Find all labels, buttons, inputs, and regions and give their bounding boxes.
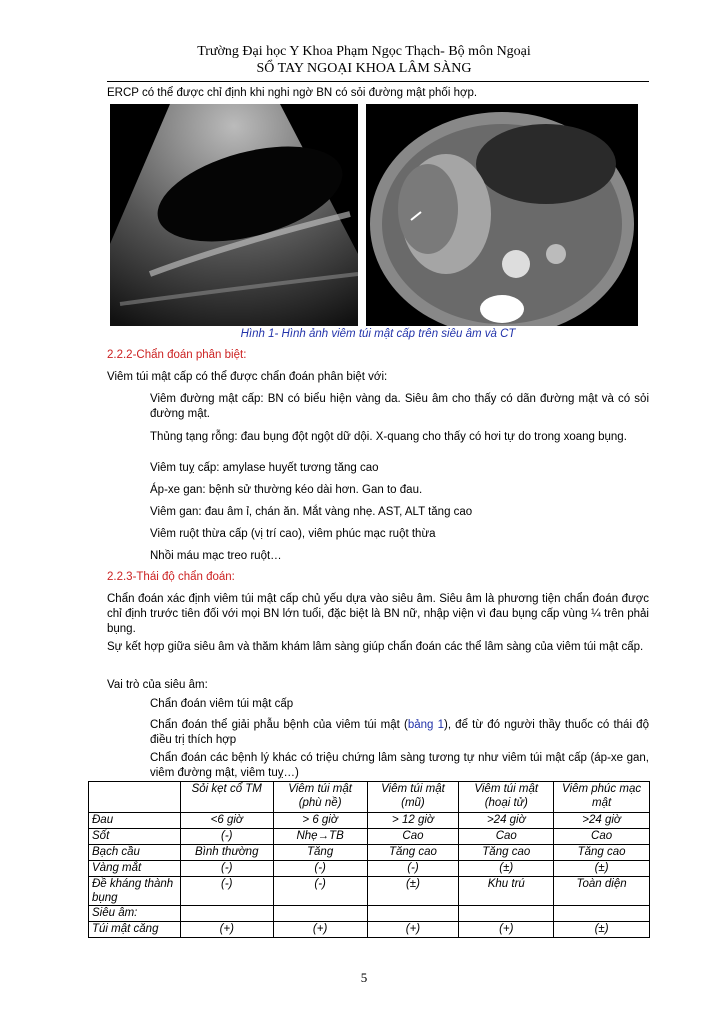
table-cell: Đề kháng thành bụng xyxy=(89,877,181,906)
table-cell: Cao xyxy=(554,829,650,845)
table-cell: (+) xyxy=(459,922,554,938)
ultrasound-image xyxy=(110,104,358,326)
page-number: 5 xyxy=(360,970,368,985)
table-cell: (±) xyxy=(459,861,554,877)
table-cell: Tăng xyxy=(273,845,367,861)
diff-item-2: Thủng tạng rỗng: đau bụng đột ngột dữ dội. X-quang cho thấy có hơi tự do trong xoang bụng. xyxy=(150,431,627,443)
diff-item-5: Viêm gan: đau âm ỉ, chán ăn. Mắt vàng nhẹ. AST, ALT tăng cao xyxy=(150,506,473,518)
table-cell: Cao xyxy=(367,829,459,845)
diff-item-3: Viêm tuỵ cấp: amylase huyết tương tăng cao xyxy=(150,462,379,474)
table-cell: Đau xyxy=(89,813,181,829)
table-row xyxy=(89,829,650,845)
table-cell: Nhẹ→TB xyxy=(273,829,367,845)
table-row xyxy=(89,861,650,877)
diff-item-6: Viêm ruột thừa cấp (vị trí cao), viêm phúc mạc ruột thừa xyxy=(150,528,436,540)
role2-text-end: ), để từ đó người thầy thuốc có thái độ điều trị thích hợp xyxy=(150,719,649,746)
table-cell xyxy=(367,906,459,922)
ultrasound-role-1: Chẩn đoán viêm túi mật cấp xyxy=(150,698,294,710)
section-2-2-3-para2: Sự kết hợp giữa siêu âm và thăm khám lâm sàng giúp chẩn đoán các thể lâm sàng của viêm túi mật cấp. xyxy=(107,641,644,653)
table-cell: Bạch cầu xyxy=(89,845,181,861)
table-1-link[interactable]: bảng 1 xyxy=(407,719,444,731)
table-cell: > 6 giờ xyxy=(273,813,367,829)
table-cell: (+) xyxy=(367,922,459,938)
table-header-cell: Viêm túi mật (mũ) xyxy=(367,782,459,813)
section-heading-2-2-3: 2.2.3-Thái độ chẩn đoán: xyxy=(107,571,235,583)
table-cell: Túi mật căng xyxy=(89,922,181,938)
table-cell: Vàng mắt xyxy=(89,861,181,877)
section-heading-2-2-2: 2.2.2-Chẩn đoán phân biệt: xyxy=(107,349,247,361)
header-divider xyxy=(107,81,649,82)
table-cell: Khu trú xyxy=(459,877,554,906)
table-cell: (+) xyxy=(273,922,367,938)
table-row xyxy=(89,906,650,922)
table-row xyxy=(89,877,650,906)
table-row xyxy=(89,813,650,829)
table-cell xyxy=(554,906,650,922)
table-cell: >24 giờ xyxy=(554,813,650,829)
table-cell: (-) xyxy=(180,877,273,906)
table-cell: (-) xyxy=(273,861,367,877)
figure-caption: Hình 1- Hình ảnh viêm túi mật cấp trên siêu âm và CT xyxy=(240,328,516,340)
table-header-cell: Viêm túi mật (hoại tử) xyxy=(459,782,554,813)
document-header-line2: SỔ TAY NGOẠI KHOA LÂM SÀNG xyxy=(256,61,472,76)
diff-item-1: Viêm đường mật cấp: BN có biểu hiện vàng da. Siêu âm cho thấy có dãn đường mật và có sỏi đường mật. xyxy=(150,393,649,420)
table-cell: Tăng cao xyxy=(554,845,650,861)
table-cell: (+) xyxy=(180,922,273,938)
ct-scan-image xyxy=(366,104,638,326)
role2-text-start: Chẩn đoán thể giải phẫu bệnh của viêm túi mật ( xyxy=(150,719,408,731)
table-cell: Tăng cao xyxy=(367,845,459,861)
table-cell: (-) xyxy=(180,861,273,877)
table-row xyxy=(89,845,650,861)
table-cell: (-) xyxy=(180,829,273,845)
table-header-cell: Sỏi kẹt cổ TM xyxy=(180,782,273,813)
table-cell xyxy=(459,906,554,922)
table-cell: > 12 giờ xyxy=(367,813,459,829)
table-cell xyxy=(273,906,367,922)
table-header-cell: Viêm phúc mạc mật xyxy=(554,782,650,813)
table-cell: >24 giờ xyxy=(459,813,554,829)
table-cell: (±) xyxy=(554,861,650,877)
diff-item-4: Áp-xe gan: bệnh sử thường kéo dài hơn. Gan to đau. xyxy=(150,484,423,496)
table-cell: (-) xyxy=(367,861,459,877)
table-row xyxy=(89,922,650,938)
table-cell: (±) xyxy=(367,877,459,906)
table-cell: (±) xyxy=(554,922,650,938)
table-cell: (-) xyxy=(273,877,367,906)
section-2-2-3-para1: Chẩn đoán xác định viêm túi mật cấp chủ yếu dựa vào siêu âm. Siêu âm là phương tiện chẩn đoán được chỉ định trước tiên đối với mọi BN lớn tuổi, đặc biệt là BN nữ, nhập viện vì đau bụng cấp vùng ¼ trên phải bụng. xyxy=(107,593,649,635)
table-header-row xyxy=(89,782,650,813)
table-header-cell xyxy=(89,782,181,813)
table-header-cell: Viêm túi mật (phù nề) xyxy=(273,782,367,813)
table-cell: <6 giờ xyxy=(180,813,273,829)
ultrasound-role-3: Chẩn đoán các bệnh lý khác có triệu chứng lâm sàng tương tự như viêm túi mật cấp (áp-xe gan, viêm đường mật, viêm tuỵ…) xyxy=(150,752,649,779)
document-header-line1: Trường Đại học Y Khoa Phạm Ngọc Thạch- Bộ môn Ngoại xyxy=(197,44,531,59)
diff-item-7: Nhồi máu mạc treo ruột… xyxy=(150,550,282,562)
table-cell: Tăng cao xyxy=(459,845,554,861)
table-cell: Bình thường xyxy=(180,845,273,861)
ultrasound-role-2 xyxy=(150,718,649,748)
section-2-2-3-para3: Vai trò của siêu âm: xyxy=(107,679,208,691)
section-2-2-2-lead: Viêm túi mật cấp có thể được chẩn đoán phân biệt với: xyxy=(107,371,388,383)
comparison-table xyxy=(88,781,650,938)
table-cell: Toàn diện xyxy=(554,877,650,906)
table-cell: Siêu âm: xyxy=(89,906,181,922)
table-cell: Cao xyxy=(459,829,554,845)
intro-text: ERCP có thể được chỉ định khi nghi ngờ BN có sỏi đường mật phối hợp. xyxy=(107,87,478,99)
table-cell: Sốt xyxy=(89,829,181,845)
table-cell xyxy=(180,906,273,922)
